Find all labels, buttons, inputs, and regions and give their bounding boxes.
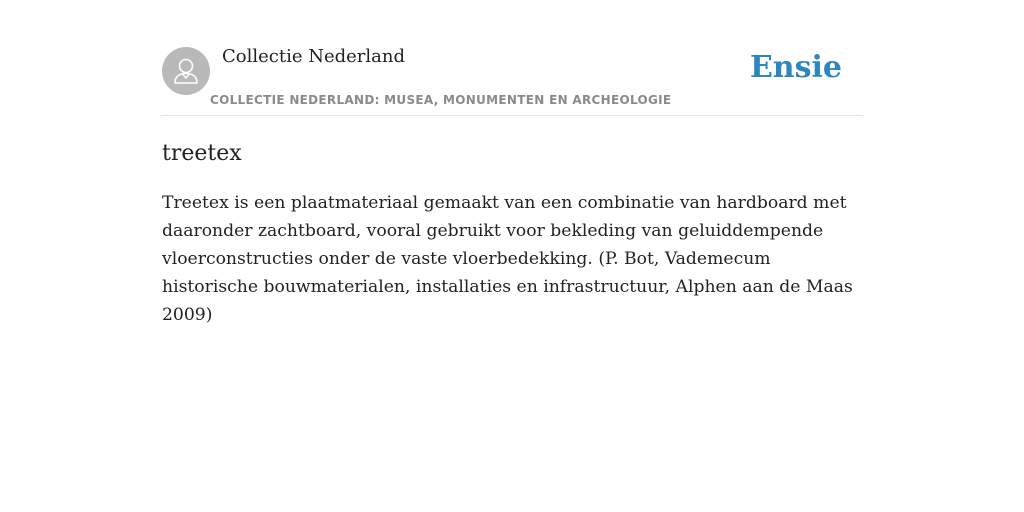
author-avatar[interactable] (162, 47, 210, 95)
entry-card (162, 40, 862, 329)
entry-definition: Treetex is een plaatmateriaal gemaakt van een combinatie van hardboard met daaronder zachtboard, vooral gebruikt voor bekleding van geluiddempende vloerconstructies onder de vaste vloerbedekking. (P. Bot, Vademecum historische bouwmaterialen, installaties en infrastructuur, Alphen aan de Maas 2009) (162, 193, 853, 325)
entry-term: treetex (162, 141, 242, 166)
author-name[interactable]: Collectie Nederland (222, 46, 406, 67)
user-silhouette-icon (162, 47, 210, 95)
entry-header (162, 40, 862, 116)
brand-logo[interactable]: Ensie (749, 50, 842, 85)
collection-subtitle[interactable]: COLLECTIE NEDERLAND: MUSEA, MONUMENTEN EN ARCHEOLOGIE (210, 93, 672, 107)
